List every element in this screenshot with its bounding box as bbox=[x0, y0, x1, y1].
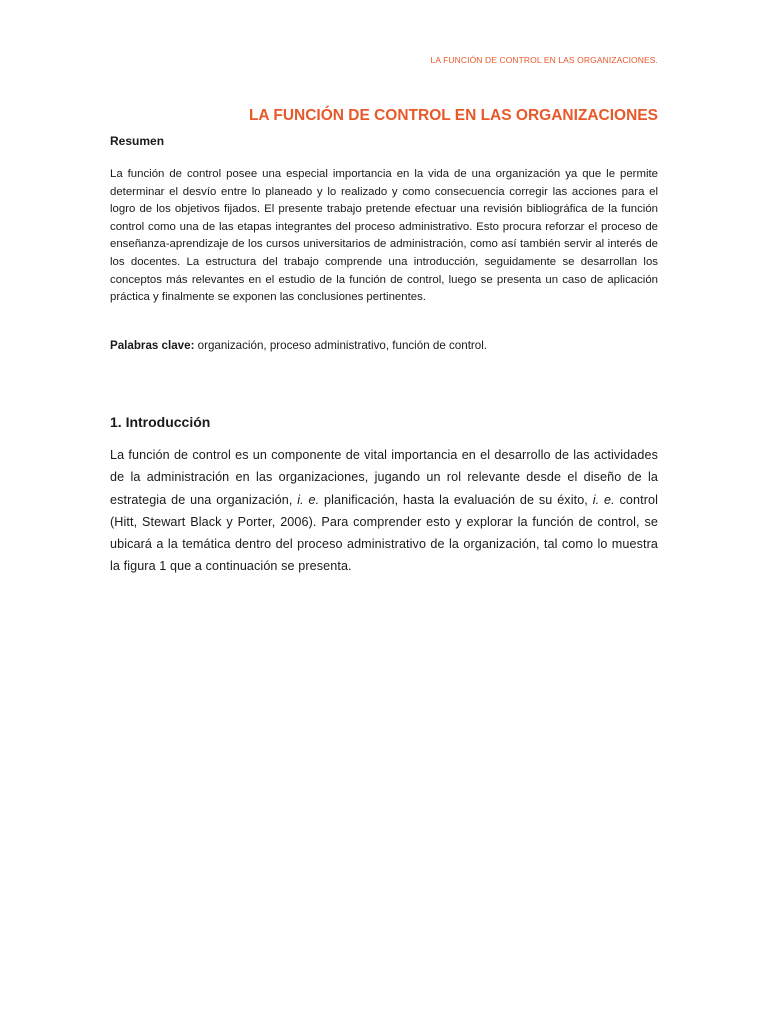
intro-ie-2: i. e. bbox=[592, 492, 615, 507]
running-header: LA FUNCIÓN DE CONTROL EN LAS ORGANIZACIONES. bbox=[430, 55, 658, 65]
intro-text-part-2: planificación, hasta la evaluación de su éxito, bbox=[319, 492, 593, 507]
intro-text-part-1: La función de control es un componente de vital importancia en el desarrollo de las actividades de la administración en las organizaciones, jugando un rol relevante desde el diseño de la estrategia de una organización, bbox=[110, 448, 658, 507]
document-title: LA FUNCIÓN DE CONTROL EN LAS ORGANIZACIONES bbox=[248, 107, 658, 124]
introduction-paragraph bbox=[110, 444, 658, 578]
keywords-label: Palabras clave: bbox=[110, 339, 195, 352]
abstract-heading: Resumen bbox=[110, 134, 165, 148]
keywords-text: organización, proceso administrativo, función de control. bbox=[194, 339, 488, 352]
intro-ie-1: i. e. bbox=[297, 492, 320, 507]
section-heading-introduction: 1. Introducción bbox=[110, 414, 211, 430]
intro-text-part-3: control (Hitt, Stewart Black y Porter, 2006). Para comprender esto y explorar la función de control, se ubicará a la temática dentro del proceso administrativo de la organización, tal como lo muestra la figura 1 que a continuación se presenta. bbox=[110, 492, 658, 574]
keywords-line bbox=[110, 337, 658, 354]
abstract-paragraph: La función de control posee una especial importancia en la vida de una organización ya que le permite determinar el desvío entre lo planeado y lo realizado y como consecuencia corregir las acciones para el logro de los objetivos fijados. El presente trabajo pretende efectuar una revisión bibliográfica de la función control como una de las etapas integrantes del proceso administrativo. Esto procura reforzar el proceso de enseñanza-aprendizaje de los cursos universitarios de administración, como así también servir al interés de los docentes. La estructura del trabajo comprende una introducción, seguidamente se desarrollan los conceptos más relevantes en el estudio de la función de control, luego se presenta un caso de aplicación práctica y finalmente se exponen las conclusiones pertinentes. bbox=[110, 168, 658, 304]
